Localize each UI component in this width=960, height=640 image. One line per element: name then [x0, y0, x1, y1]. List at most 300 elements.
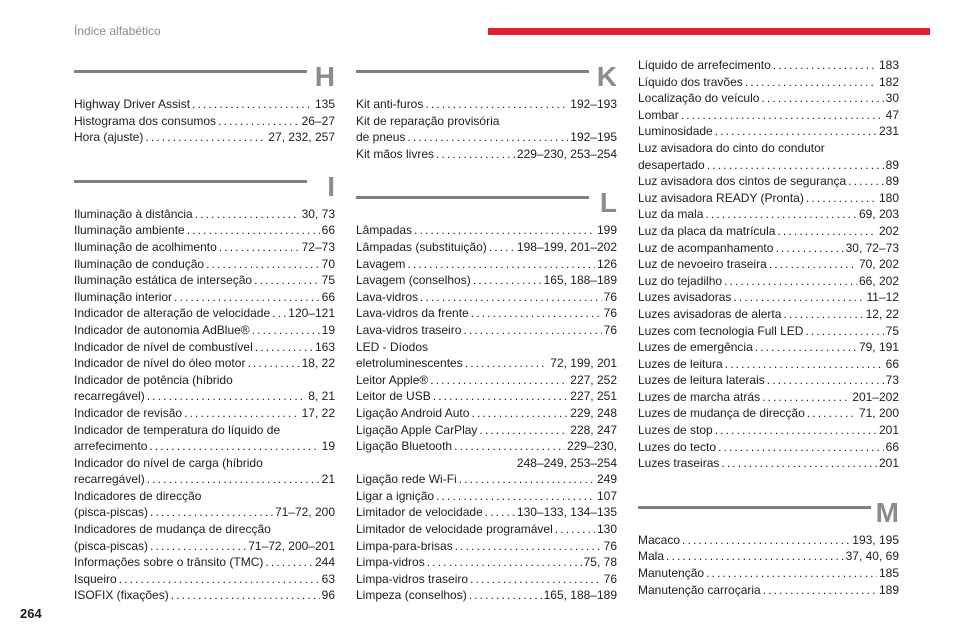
index-entry	[74, 113, 335, 130]
entry-row	[638, 405, 899, 422]
entry-pages: 75	[885, 323, 899, 338]
entry-row	[638, 57, 899, 74]
dot-leader	[150, 504, 273, 521]
entry-term: Ligação rede Wi-Fi	[356, 472, 457, 487]
entry-pages: 249	[596, 472, 617, 487]
index-entry	[638, 90, 899, 107]
entry-pages: 107	[596, 488, 617, 503]
index-entry	[356, 146, 617, 163]
index-entry	[74, 305, 335, 322]
dot-leader	[805, 323, 883, 340]
entry-pages: 27, 232, 257	[268, 130, 335, 145]
entry-pages: 19	[321, 322, 335, 337]
index-entry	[638, 140, 899, 173]
entry-pages: 26–27	[301, 113, 335, 128]
entry-row	[638, 74, 899, 91]
entry-pages: 47	[885, 107, 899, 122]
index-entry	[74, 322, 335, 339]
entry-row	[638, 455, 899, 472]
entry-term: de pneus	[356, 130, 406, 145]
index-entry	[638, 356, 899, 373]
dot-leader	[147, 471, 320, 488]
index-section	[356, 62, 617, 162]
entry-pages: 192–193	[570, 97, 617, 111]
index-entry	[356, 488, 617, 505]
section-header	[638, 498, 899, 530]
dot-leader	[681, 107, 884, 124]
section-title: Índice alfabético	[74, 24, 161, 38]
entry-row	[638, 339, 899, 356]
section-divider	[356, 196, 589, 199]
entry-term: Luz avisadora READY (Pronta)	[638, 190, 804, 205]
index-entry	[356, 504, 617, 521]
entry-term: Iluminação de condução	[74, 256, 205, 271]
entry-pages: 76	[603, 289, 617, 304]
entry-term: Luzes de mudança de direcção	[638, 406, 805, 421]
entry-pages: 89	[885, 157, 899, 172]
entry-term: Luzes traseiras	[638, 456, 720, 471]
entry-pages: 201	[878, 423, 899, 438]
dot-leader	[436, 146, 515, 163]
entry-text-line: LED - Díodos	[356, 339, 429, 354]
entry-term: Iluminação de acolhimento	[74, 239, 217, 254]
index-entry	[356, 222, 617, 239]
entry-term: Limpa-vidros	[356, 555, 425, 570]
entry-term: Lava-vidros traseiro	[356, 322, 462, 337]
entry-term: Indicador de revisão	[74, 405, 183, 420]
index-entry	[356, 554, 617, 571]
entry-row	[74, 554, 335, 571]
dot-leader	[783, 306, 863, 323]
index-entry	[356, 305, 617, 322]
entry-term: Manutenção carroçaria	[638, 582, 761, 597]
entry-row	[356, 96, 617, 113]
index-entry	[638, 548, 899, 565]
entry-term: Indicador de autonomia AdBlue®	[74, 322, 250, 337]
index-entry	[74, 339, 335, 356]
entry-row	[356, 305, 617, 322]
entry-term: ISOFIX (fixações)	[74, 588, 169, 603]
entry-term: Kit anti-furos	[356, 97, 424, 111]
entry-row	[356, 272, 617, 289]
entry-row	[356, 289, 617, 306]
index-entry	[356, 272, 617, 289]
index-entry	[356, 256, 617, 273]
entry-pages: 76	[603, 571, 617, 586]
section-header	[356, 62, 617, 94]
dot-leader	[733, 289, 864, 306]
entry-pages: 89	[885, 174, 899, 189]
section-letter: L	[599, 187, 617, 219]
dot-leader	[407, 256, 595, 273]
index-entry	[356, 289, 617, 306]
entry-term: (pisca-piscas)	[74, 538, 149, 553]
dot-leader	[715, 123, 877, 140]
dot-leader	[272, 305, 286, 322]
index-entry	[74, 455, 335, 488]
dot-leader	[807, 405, 857, 422]
entry-row	[74, 405, 335, 422]
dot-leader	[174, 289, 320, 306]
dot-leader	[119, 571, 320, 588]
entry-term: Isqueiro	[74, 571, 117, 586]
index-entry	[74, 239, 335, 256]
entry-pages: 12, 22	[865, 306, 899, 321]
dot-leader	[425, 96, 568, 113]
entry-text-line: Indicadores de mudança de direcção	[74, 522, 271, 537]
entry-pages: 79, 191	[858, 340, 899, 355]
index-entry	[638, 123, 899, 140]
entry-row	[74, 222, 335, 239]
entry-pages: 130–133, 134–135	[516, 505, 617, 520]
entry-row	[638, 157, 899, 174]
entry-pages: 163	[314, 339, 335, 354]
index-section	[356, 188, 617, 604]
dot-leader	[206, 256, 320, 273]
dot-leader	[705, 206, 857, 223]
dot-leader	[471, 405, 568, 422]
entry-row	[74, 272, 335, 289]
dot-leader	[718, 439, 884, 456]
entry-row	[638, 356, 899, 373]
index-entry	[638, 273, 899, 290]
page-number: 264	[20, 606, 42, 621]
dot-leader	[769, 256, 857, 273]
entry-term: Iluminação à distância	[74, 206, 193, 221]
index-column	[638, 57, 899, 624]
entry-text-line: Indicador de potência (híbrido	[74, 372, 233, 387]
dot-leader	[773, 57, 877, 74]
index-entry	[356, 538, 617, 555]
dot-leader	[459, 471, 595, 488]
entry-term: Luzes com tecnologia Full LED	[638, 323, 804, 338]
dot-leader	[218, 113, 300, 130]
entry-pages: 17, 22	[301, 405, 335, 420]
entry-pages: 201–202	[852, 389, 899, 404]
dot-leader	[265, 554, 313, 571]
entry-pages: 180	[878, 190, 899, 205]
index-entry	[356, 471, 617, 488]
dot-leader	[469, 587, 542, 604]
dot-leader	[465, 355, 549, 372]
entry-pages: 75	[321, 273, 335, 288]
index-entry	[74, 587, 335, 604]
index-entry	[356, 587, 617, 604]
entry-row	[74, 355, 335, 372]
section-divider	[74, 70, 307, 73]
entry-term: Lombar	[638, 107, 679, 122]
section-header	[74, 62, 335, 94]
dot-leader	[454, 438, 565, 455]
entry-term: Luzes de leitura	[638, 356, 723, 371]
index-entry	[638, 323, 899, 340]
dot-leader	[145, 129, 266, 146]
section-divider	[638, 506, 871, 509]
index-column	[74, 62, 335, 630]
entry-pages: 71–72, 200	[274, 505, 335, 520]
entry-pages: 183	[878, 58, 899, 72]
index-entry	[638, 107, 899, 124]
entry-row	[74, 571, 335, 588]
index-entry	[638, 439, 899, 456]
index-entry	[74, 222, 335, 239]
entry-pages: 227, 252	[570, 372, 617, 387]
index-entry	[356, 372, 617, 389]
index-section	[74, 172, 335, 604]
entry-pages: 37, 40, 69	[845, 549, 899, 564]
entry-pages: 66	[321, 289, 335, 304]
entry-term: Macaco	[638, 532, 681, 547]
entry-row	[356, 222, 617, 239]
entry-term: Manutenção	[638, 566, 705, 581]
entry-term: Limpa-para-brisas	[356, 538, 453, 553]
entry-term: Luzes avisadoras de alerta	[638, 306, 782, 321]
dot-leader	[725, 356, 884, 373]
entry-row	[638, 206, 899, 223]
entry-term: Luzes de stop	[638, 423, 713, 438]
dot-leader	[171, 587, 320, 604]
entry-row	[638, 223, 899, 240]
entry-row	[356, 322, 617, 339]
index-entry	[74, 372, 335, 405]
dot-leader	[775, 240, 843, 257]
entry-row	[356, 422, 617, 439]
entry-term: Lâmpadas	[356, 223, 413, 238]
entry-term: Highway Driver Assist	[74, 97, 191, 111]
entry-term: recarregável)	[74, 389, 145, 404]
dot-leader	[682, 532, 850, 549]
section-header	[356, 188, 617, 220]
entry-term: Líquido dos travões	[638, 74, 743, 89]
entry-term: Indicador de nível do óleo motor	[74, 356, 246, 371]
index-entry	[356, 521, 617, 538]
section-divider	[356, 70, 589, 73]
entry-pages: 18, 22	[301, 356, 335, 371]
entry-row	[74, 322, 335, 339]
entry-term: Mala	[638, 549, 665, 564]
entry-row	[356, 504, 617, 521]
entry-text-line: Luz avisadora do cinto do condutor	[638, 140, 825, 155]
index-entry	[638, 405, 899, 422]
index-entry	[356, 571, 617, 588]
dot-leader	[806, 190, 877, 207]
entry-term: arrefecimento	[74, 439, 148, 454]
entry-term: Luz da mala	[638, 207, 704, 222]
entry-term: Lava-vidros	[356, 289, 419, 304]
entry-row	[638, 90, 899, 107]
dot-leader	[184, 405, 300, 422]
entry-text-line: Indicador de temperatura do líquido de	[74, 422, 281, 437]
entry-row	[74, 206, 335, 223]
dot-leader	[755, 339, 857, 356]
section-letter: I	[327, 170, 335, 202]
entry-term: Ligação Bluetooth	[356, 439, 453, 454]
entry-term: Luz do tejadilho	[638, 273, 723, 288]
index-entry	[356, 239, 617, 256]
index-entry	[356, 388, 617, 405]
dot-leader	[471, 305, 602, 322]
dot-leader	[762, 389, 850, 406]
entry-row	[74, 305, 335, 322]
index-entry	[74, 256, 335, 273]
dot-leader	[150, 538, 246, 555]
index-entry	[356, 96, 617, 113]
entry-term: Limpeza (conselhos)	[356, 588, 467, 603]
entry-pages: 70, 202	[858, 257, 899, 272]
section-header	[74, 172, 335, 204]
entry-term: Limpa-vidros traseiro	[356, 571, 469, 586]
index-entry	[638, 240, 899, 257]
entry-row	[356, 538, 617, 555]
dot-leader	[761, 90, 883, 107]
entry-row	[356, 587, 617, 604]
entry-term: Líquido de arrefecimento	[638, 58, 771, 72]
entry-term: Ligação Android Auto	[356, 405, 470, 420]
entry-pages: 165, 188–189	[543, 273, 617, 288]
index-entry	[638, 582, 899, 599]
entry-term: Luzes do tecto	[638, 439, 717, 454]
entry-term: Limitador de velocidade programável	[356, 522, 553, 537]
index-entry	[638, 57, 899, 74]
entry-term: Luzes de marcha atrás	[638, 389, 761, 404]
dot-leader	[485, 504, 515, 521]
entry-term: Luzes de emergência	[638, 340, 753, 355]
entry-row	[356, 355, 617, 372]
entry-row	[356, 388, 617, 405]
entry-term: Lavagem (conselhos)	[356, 273, 471, 288]
entry-pages: 72–73	[301, 239, 335, 254]
dot-leader	[252, 322, 320, 339]
section-divider	[74, 180, 307, 183]
dot-leader	[666, 548, 844, 565]
entry-row	[74, 239, 335, 256]
entry-row	[638, 190, 899, 207]
entry-row	[638, 548, 899, 565]
index-entry	[74, 129, 335, 146]
entry-term: (pisca-piscas)	[74, 505, 149, 520]
index-section	[74, 62, 335, 146]
entry-pages: 227, 251	[570, 389, 617, 404]
dot-leader	[427, 554, 582, 571]
index-entry	[638, 372, 899, 389]
index-entry	[638, 455, 899, 472]
entry-term: Indicador de nível de combustível	[74, 339, 253, 354]
entry-pages-continued: 248–249, 253–254	[516, 455, 617, 470]
index-column	[356, 62, 617, 630]
entry-pages: 66	[885, 356, 899, 371]
index-entry	[638, 256, 899, 273]
entry-text-line: Indicadores de direcção	[74, 488, 202, 503]
entry-pages: 72, 199, 201	[550, 356, 617, 371]
entry-row	[74, 504, 335, 521]
entry-row	[356, 471, 617, 488]
entry-pages: 69, 203	[858, 207, 899, 222]
entry-pages: 244	[314, 555, 335, 570]
entry-pages: 73	[885, 373, 899, 388]
index-entry	[638, 223, 899, 240]
entry-pages: 228, 247	[570, 422, 617, 437]
entry-pages: 66	[321, 223, 335, 238]
index-entry	[356, 339, 617, 372]
entry-row	[638, 582, 899, 599]
index-entry	[74, 405, 335, 422]
index-entry	[74, 96, 335, 113]
entry-term: Lâmpadas (substituição)	[356, 239, 487, 254]
index-entry	[638, 74, 899, 91]
section-letter: H	[314, 61, 335, 92]
dot-leader	[407, 129, 568, 146]
entry-pages: 189	[878, 582, 899, 597]
entry-row	[638, 422, 899, 439]
entry-pages: 76	[603, 538, 617, 553]
dot-leader	[721, 455, 877, 472]
entry-pages: 120–121	[288, 306, 335, 321]
dot-leader	[219, 239, 300, 256]
entry-term: Leitor Apple®	[356, 372, 429, 387]
entry-pages: 66, 202	[858, 273, 899, 288]
entry-row	[356, 129, 617, 146]
entry-row	[356, 146, 617, 163]
entry-pages: 202	[878, 223, 899, 238]
entry-row	[638, 240, 899, 257]
dot-leader	[473, 272, 542, 289]
entry-pages: 192–195	[570, 130, 617, 145]
index-entry	[74, 422, 335, 455]
entry-row	[74, 438, 335, 455]
entry-pages: 63	[321, 571, 335, 586]
dot-leader	[436, 488, 595, 505]
dot-leader	[715, 422, 877, 439]
entry-row	[638, 439, 899, 456]
dot-leader	[489, 239, 515, 256]
dot-leader	[420, 289, 602, 306]
entry-row	[74, 388, 335, 405]
dot-leader	[254, 272, 320, 289]
entry-row	[356, 372, 617, 389]
entry-pages: 229–230, 253–254	[516, 146, 617, 161]
dot-leader	[707, 157, 884, 174]
index-entry	[638, 565, 899, 582]
index-entry	[356, 113, 617, 146]
dot-leader	[414, 222, 595, 239]
index-entry	[638, 190, 899, 207]
entry-pages: 130	[596, 522, 617, 537]
entry-pages: 30, 72–73	[845, 240, 899, 255]
entry-row	[74, 538, 335, 555]
entry-pages: 11–12	[866, 290, 899, 305]
entry-row	[356, 239, 617, 256]
entry-pages: 229, 248	[570, 405, 617, 420]
entry-row	[74, 587, 335, 604]
entry-text-line: Indicador do nível de carga (híbrido	[74, 455, 263, 470]
index-entry	[356, 438, 617, 471]
entry-row	[356, 571, 617, 588]
entry-term: Indicador de alteração de velocidade	[74, 306, 271, 321]
dot-leader	[147, 388, 307, 405]
dot-leader	[187, 222, 320, 239]
dot-leader	[555, 521, 595, 538]
index-entry	[638, 422, 899, 439]
dot-leader	[763, 582, 877, 599]
entry-term: Luz de acompanhamento	[638, 240, 774, 255]
dot-leader	[470, 571, 602, 588]
dot-leader	[706, 565, 877, 582]
entry-row	[74, 113, 335, 130]
index-section	[638, 498, 899, 598]
section-letter: M	[875, 496, 899, 528]
entry-pages: 231	[878, 124, 899, 139]
entry-row	[356, 256, 617, 273]
